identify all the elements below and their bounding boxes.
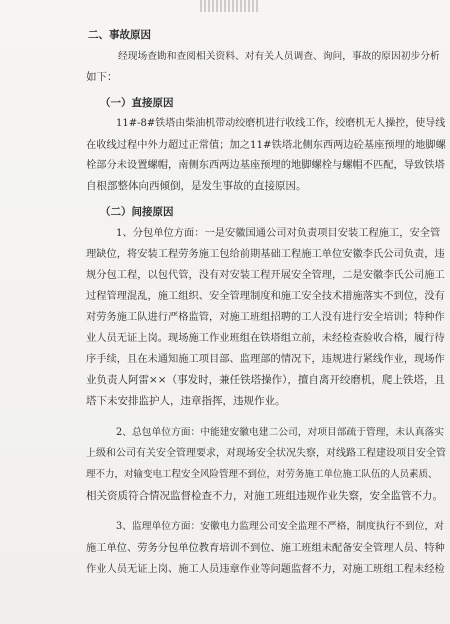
direct-cause-heading: （一）直接原因	[100, 97, 174, 109]
subcontractor-paragraph-line: 对劳务施工队进行严格监管，对施工班组招聘的工人没有进行安全培训；特种作	[86, 311, 445, 323]
subcontractor-paragraph-line: 业负责人阿雷××（事发时，兼任铁塔操作），擅自离开绞磨机，爬上铁塔，且	[86, 374, 445, 386]
intro-line: 如下：	[86, 71, 118, 83]
general-contractor-paragraph-line: 2、总包单位方面：中能建安徽电建二公司，对项目部疏于管理，未认真落实	[116, 427, 444, 438]
supervisor-paragraph-line: 作业人员无证上岗、施工人员违章作业等问题监督不力，对施工班组工程未经检	[86, 563, 445, 575]
indirect-cause-heading: （二）间接原因	[100, 206, 174, 218]
section-title: 二、事故原因	[88, 29, 151, 41]
general-contractor-paragraph-line: 相关资质符合情况监督检查不力，对施工班组违规作业失察，安全监管不力。	[86, 490, 443, 502]
subcontractor-paragraph-line: 1、分包单位方面：一是安徽国通公司对负责项目安装工程施工，安全管	[116, 227, 441, 239]
direct-cause-line: 在收线过程中外力超过正常值；加之11#铁塔北侧东西两边砼基座预埋的地脚螺	[86, 139, 446, 151]
intro-line: 经现场查勘和查阅相关资料、对有关人员调查、询问，事故的原因初步分析	[118, 51, 440, 62]
general-contractor-paragraph-line: 上级和公司有关安全管理要求，对现场安全状况失察，对线路工程建设项目安全管	[86, 448, 446, 459]
general-contractor-paragraph-line: 理不力，对输变电工程安全风险管理不到位，对劳务施工单位施工队伍的人员素质、	[86, 469, 438, 480]
supervisor-paragraph-line: 施工单位、劳务分包单位教育培训不到位、施工班组未配备安全管理人员、特种	[86, 542, 445, 554]
subcontractor-paragraph-line: 理缺位，将安装工程劳务施工包给前期基础工程施工单位安徽李氏公司负责，违	[86, 248, 445, 260]
subcontractor-paragraph-line: 业人员无证上岗。现场施工作业班组在铁塔组立前，未经检查验收合格，履行待	[86, 332, 445, 344]
direct-cause-line: 栓部分未设置螺帽，南侧东西两边基座预埋的地脚螺栓与螺帽不匹配，导致铁塔	[86, 159, 445, 171]
subcontractor-paragraph-line: 塔下未安排监护人，违章指挥，违规作业。	[86, 395, 286, 407]
seal-stamp-fragment	[200, 0, 260, 12]
subcontractor-paragraph-line: 序手续，且在未通知施工项目部、监理部的情况下，违规进行紧线作业，现场作	[86, 353, 445, 365]
subcontractor-paragraph-line: 过程管理混乱，施工组织、安全管理制度和施工安全技术措施落实不到位，没有	[86, 290, 445, 302]
direct-cause-line: 11#-8#铁塔由柴油机带动绞磨机进行收线工作，绞磨机无人操控，使导线	[116, 118, 446, 129]
subcontractor-paragraph-line: 规分包工程，以包代管，没有对安装工程开展安全管理，二是安徽李氏公司施工	[86, 269, 445, 281]
supervisor-paragraph-line: 3、监理单位方面：安徽电力监理公司安全监理不严格，制度执行不到位，对	[116, 521, 444, 532]
direct-cause-line: 自根部整体向西倾倒，是发生事故的直接原因。	[86, 180, 307, 192]
